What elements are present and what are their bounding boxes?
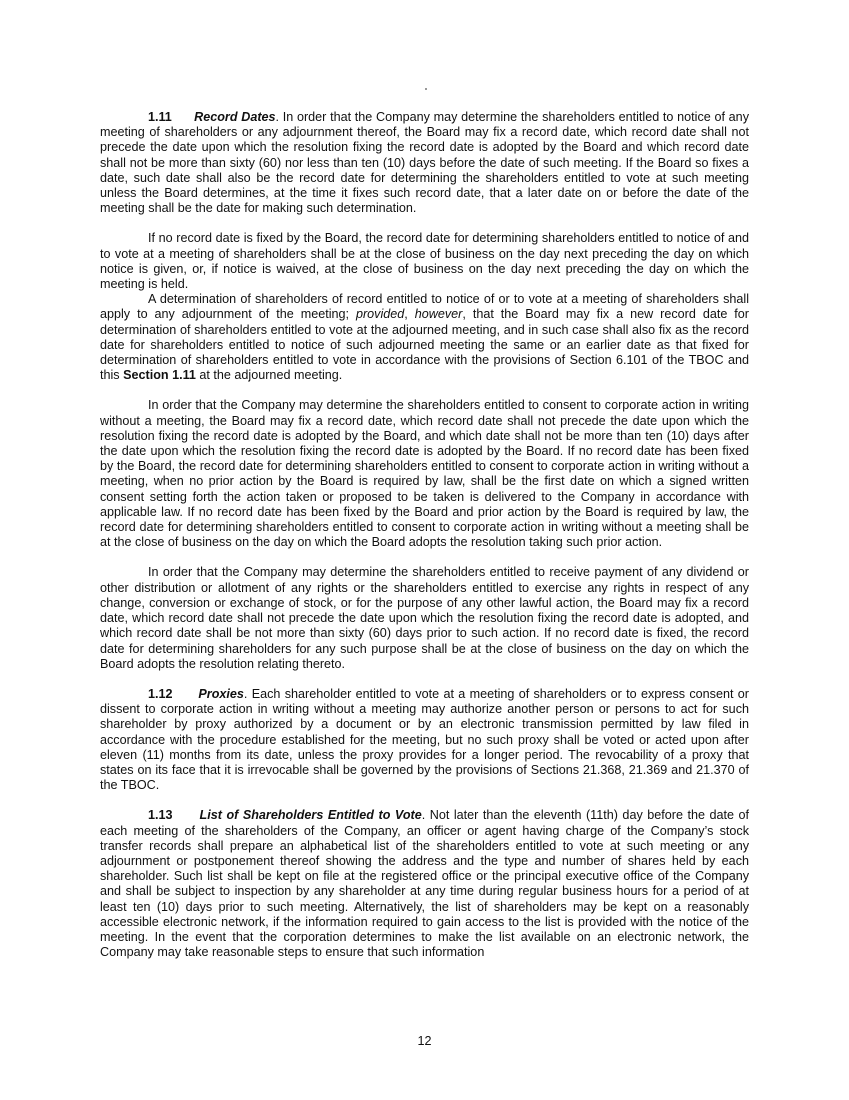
section-title: Record Dates: [194, 110, 276, 124]
paragraph-text: ,: [404, 307, 415, 322]
section-1-11-paragraph-1: [100, 110, 749, 216]
page-number: 12: [417, 1034, 432, 1048]
paragraph-text: at the adjourned meeting.: [195, 368, 343, 383]
section-1-13-paragraph: [100, 808, 749, 960]
paragraph-text: . Each shareholder entitled to vote at a meeting of shareholders or to express consent or dissent to corporate action in writing without a meeting may authorize another person or persons to act for such shareholder by proxy authorized by a document or by an electronic transmission permitted by law filed in accordance with the procedure established for the meeting, but no such proxy shall be voted or acted upon after eleven (11) months from its date, unless the proxy provides for a longer period. The revocability of a proxy that states on its face that it is irrevocable shall be governed by the provisions of Sections 21.368, 21.369 and 21.370 of the TBOC.: [100, 686, 749, 793]
document-page: [100, 110, 749, 960]
section-reference: Section 1.11: [123, 368, 196, 383]
section-1-11-paragraph-5: In order that the Company may determine the shareholders entitled to receive payment of any dividend or other distribution or allotment of any rights or the shareholders entitled to exercise any rights in respect of any change, conversion or exchange of stock, or for the purpose of any other lawful action, the Board may fix a record date, which record date shall not precede the date upon which the resolution fixing the record date is adopted, and which record date shall be not more than sixty (60) days prior to such action. If no record date is fixed, the record date for determining shareholders for any such purpose shall be at the close of business on the day on which the Board adopts the resolution relating thereto.: [100, 565, 749, 671]
emphasis-provided: provided: [355, 307, 405, 322]
section-title: Proxies: [198, 686, 244, 701]
section-number: 1.13: [148, 808, 173, 823]
scan-dot: [425, 88, 427, 90]
paragraph-text: A determination of shareholders of record entitled to notice of or to vote at a meeting of shareholders shall apply to any adjournment of the meeting;: [100, 292, 749, 322]
emphasis-however: however: [414, 307, 463, 322]
section-1-11-paragraph-2: If no record date is fixed by the Board, the record date for determining shareholders entitled to notice of and to vote at a meeting of shareholders shall be at the close of business on the day next preceding the day on which notice is given, or, if notice is waived, at the close of business on the day next preceding the day on which the meeting is held.: [100, 231, 749, 292]
section-1-11-paragraph-4: In order that the Company may determine the shareholders entitled to consent to corporate action in writing without a meeting, the Board may fix a record date, which record date shall not precede the date upon which the resolution fixing the record date is adopted by the Board, and which date shall not be more than ten (10) days after the date upon which the resolution fixing the record date is adopted by the Board. If no record date has been fixed by the Board, the record date for determining shareholders entitled to consent to corporate action in writing without a meeting, when no prior action by the Board is required by law, shall be the first date on which a signed written consent setting forth the action taken or proposed to be taken is delivered to the Company in accordance with applicable law. If no record date has been fixed by the Board and prior action by the Board is required by law, the record date for determining shareholders entitled to consent to corporate action in writing without a meeting shall be at the close of business on the day on which the Board adopts the resolution taking such prior action.: [100, 398, 749, 550]
section-number: 1.11: [148, 110, 172, 124]
paragraph-text: . Not later than the eleventh (11th) day before the date of each meeting of the shareholders of the Company, an officer or agent having charge of the Company’s stock transfer records shall prepare an alphabetical list of the shareholders entitled to vote at such meeting or any adjournment or postponement thereof showing the address and the type and number of shares held by each shareholder. Such list shall be kept on file at the registered office or the principal executive office of the Company and shall be subject to inspection by any shareholder at any time during regular business hours for a period of at least ten (10) days prior to such meeting. Alternatively, the list of shareholders may be kept on a reasonably accessible electronic network, if the information required to gain access to the list is provided with the notice of the meeting. In the event that the corporation determines to make the list available on an electronic network, the Company may take reasonable steps to ensure that such information: [100, 808, 749, 960]
section-title: List of Shareholders Entitled to Vote: [199, 808, 422, 823]
section-1-11-paragraph-3: [100, 292, 749, 383]
paragraph-text: , that the Board may fix a new record date for determination of shareholders entitled to vote at the adjourned meeting, and in such case shall also fix as the record date for shareholders entitled to notice of such adjourned meeting the same or an earlier date as that fixed for determination of shareholders entitled to vote in accordance with the provisions of Section 6.101 of the TBOC and this: [100, 307, 749, 383]
section-number: 1.12: [148, 686, 173, 701]
paragraph-text: . In order that the Company may determine the shareholders entitled to notice of any meeting of shareholders or any adjournment thereof, the Board may fix a record date, which record date shall not precede the date upon which the resolution fixing the record date is adopted by the Board and which record date shall not be more than sixty (60) nor less than ten (10) days before the date of such meeting. If the Board so fixes a date, such date shall also be the record date for determining the shareholders entitled to vote at such meeting unless the Board determines, at the time it fixes such record date, that a later date on or before the date of the meeting shall be the date for making such determination.: [100, 110, 749, 216]
section-1-12-paragraph: [100, 687, 749, 793]
